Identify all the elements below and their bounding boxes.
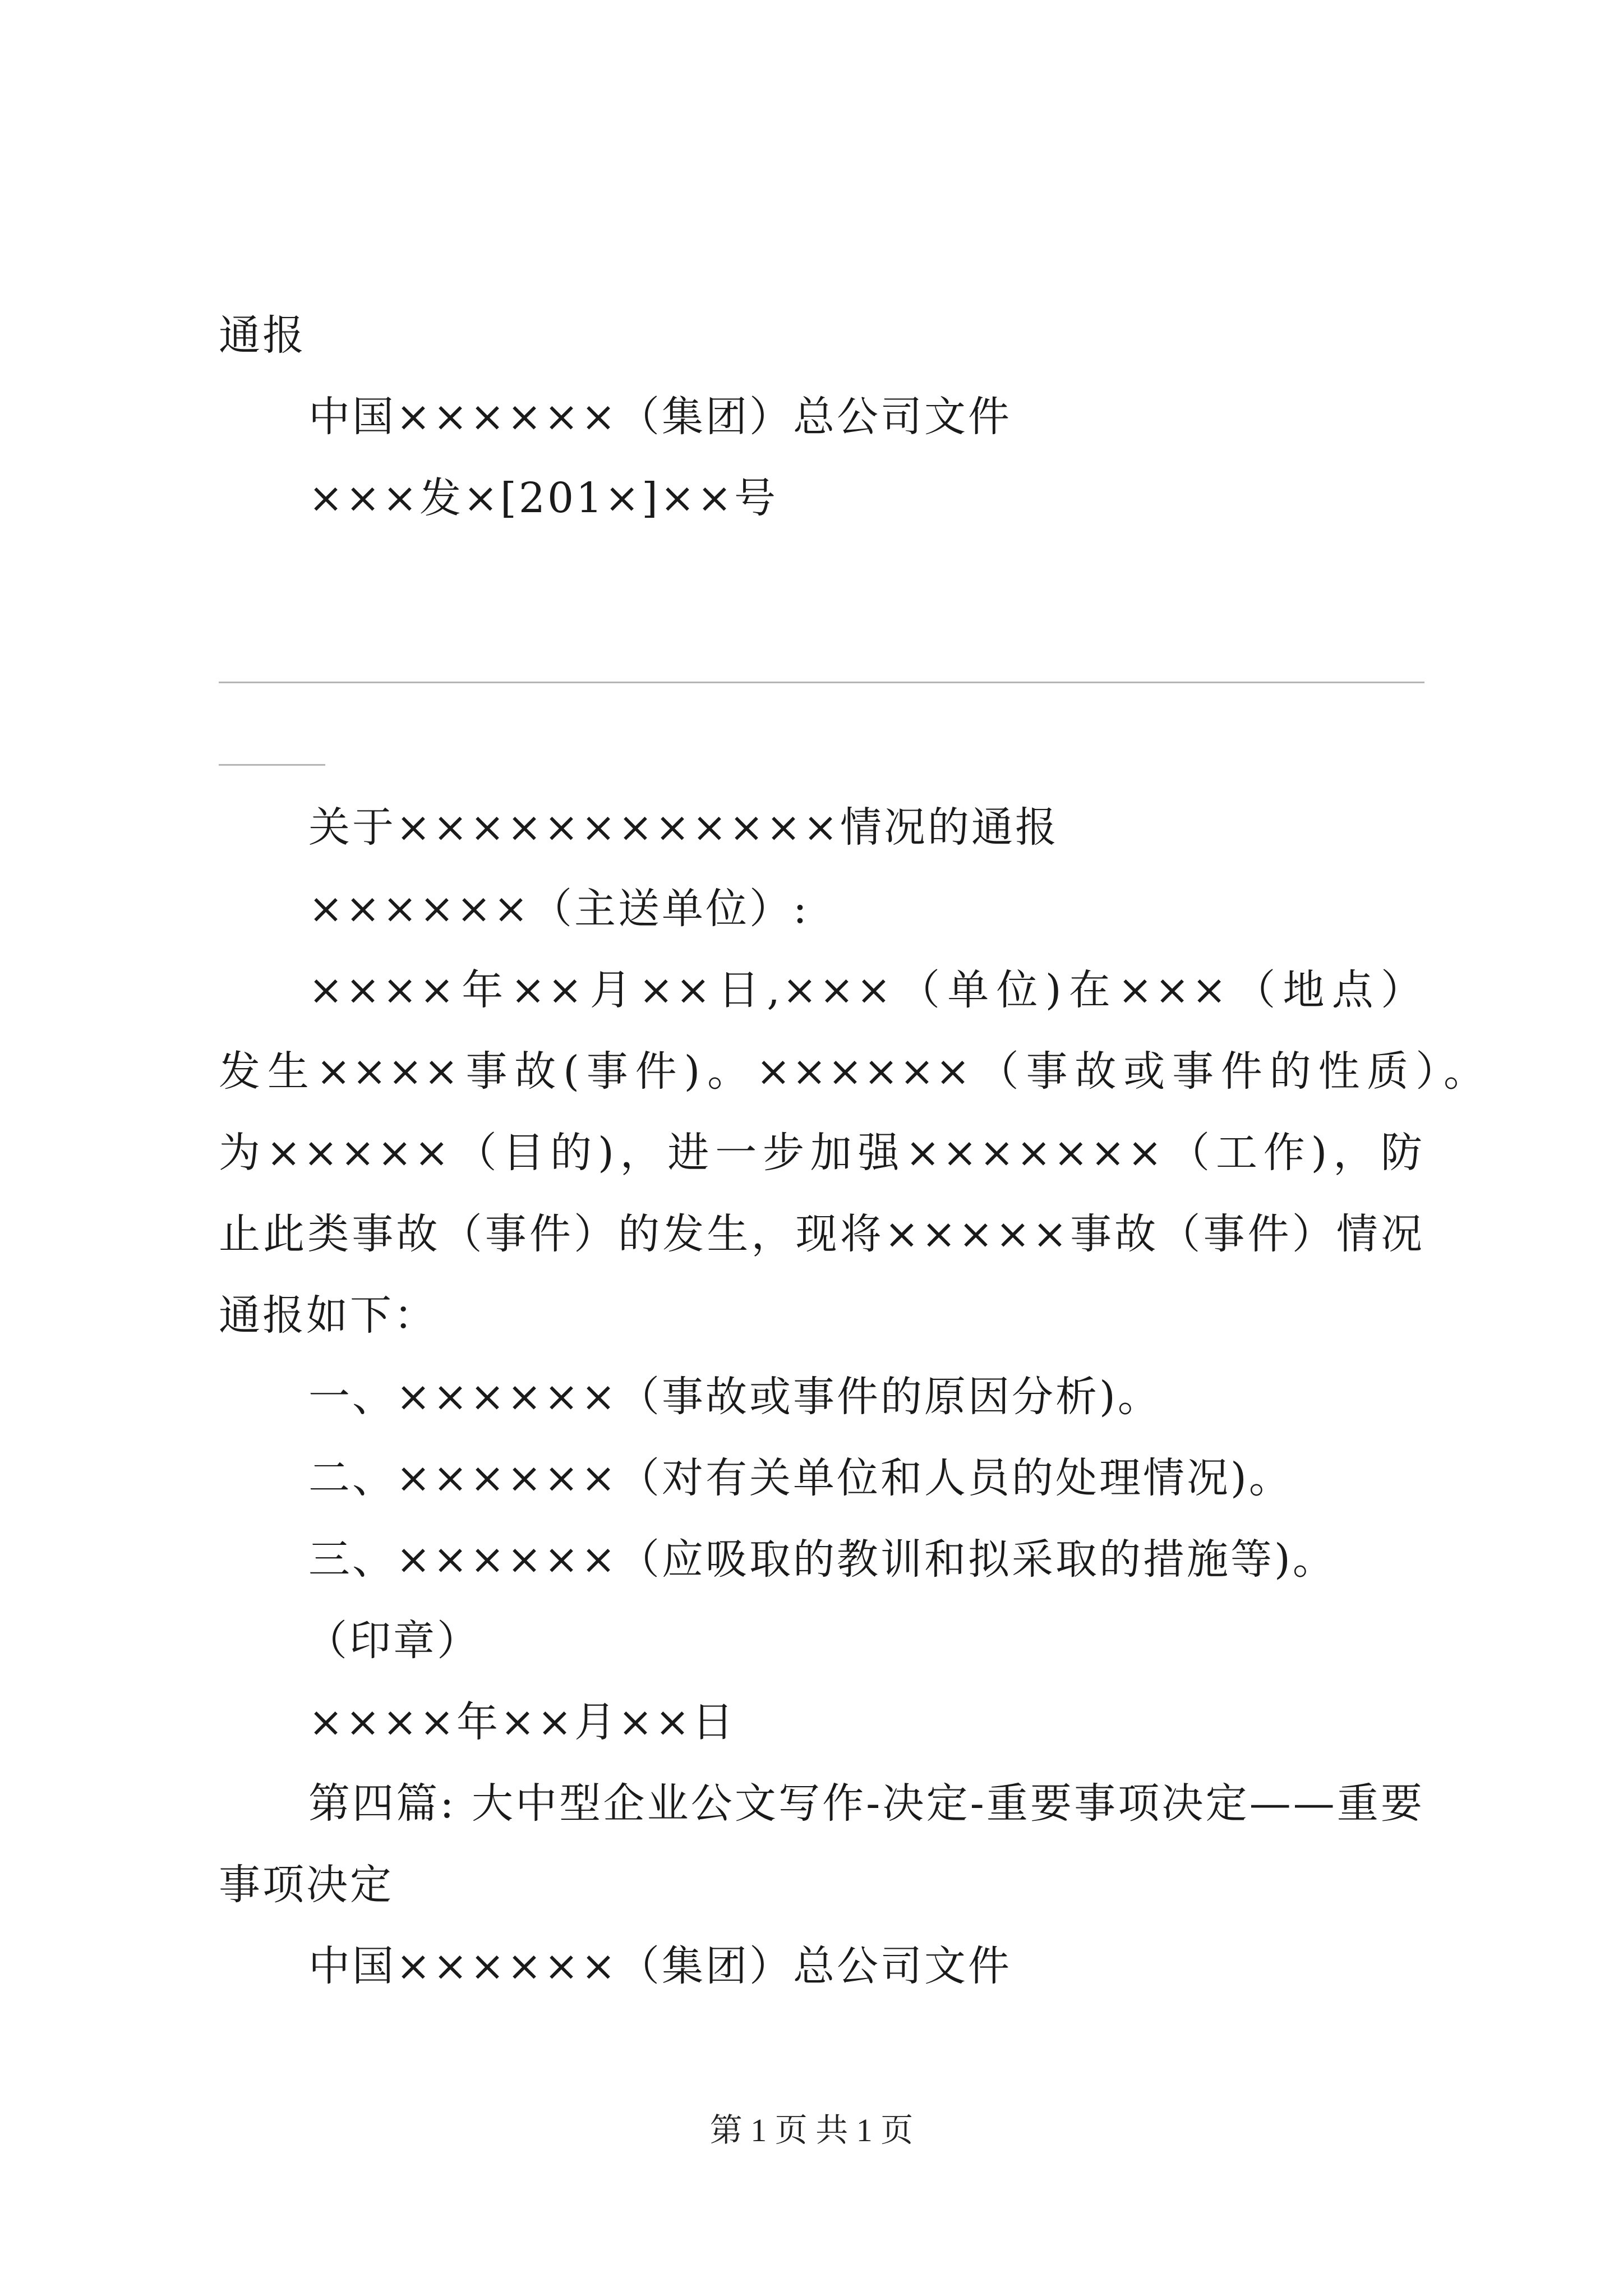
body-paragraph-line-4: 止此类事故（事件）的发生，现将×××××事故（事件）情况 [219,1210,1424,1258]
seal-placeholder: （印章） [306,1617,481,1665]
date-line: ××××年××月××日 [308,1698,736,1746]
list-item-3: 三、××××××（应吸取的教训和拟采取的措施等)。 [308,1535,1336,1584]
document-type-label: 通报 [219,311,306,360]
chapter-heading-line-2: 事项决定 [219,1861,394,1909]
issuer-header: 中国××××××（集团）总公司文件 [308,393,1012,441]
notice-title: 关于××××××××××××情况的通报 [308,803,1059,852]
chapter-heading-line-1: 第四篇: 大中型企业公文写作-决定-重要事项决定——重要 [308,1779,1424,1828]
body-paragraph-line-5: 通报如下： [219,1291,437,1340]
page-footer: 第 1 页 共 1 页 [709,2112,914,2148]
recipient-line: ××××××（主送单位）: [308,885,809,933]
body-paragraph-line-1: ××××年××月××日,×××（单位)在×××（地点） [308,966,1424,1014]
body-paragraph-line-2: 发生××××事故(事件)。××××××（事故或事件的性质）。 [219,1047,1486,1096]
list-item-2: 二、××××××（对有关单位和人员的处理情况)。 [308,1454,1293,1502]
separator-rule-short [219,764,325,766]
body-paragraph-line-3: 为×××××（目的)，进一步加强×××××××（工作)，防 [219,1129,1424,1177]
document-number: ×××发×[201×]××号 [308,474,778,522]
issuer-header-2: 中国××××××（集团）总公司文件 [308,1942,1012,1990]
list-item-1: 一、××××××（事故或事件的原因分析)。 [308,1373,1161,1421]
separator-rule [219,682,1424,683]
